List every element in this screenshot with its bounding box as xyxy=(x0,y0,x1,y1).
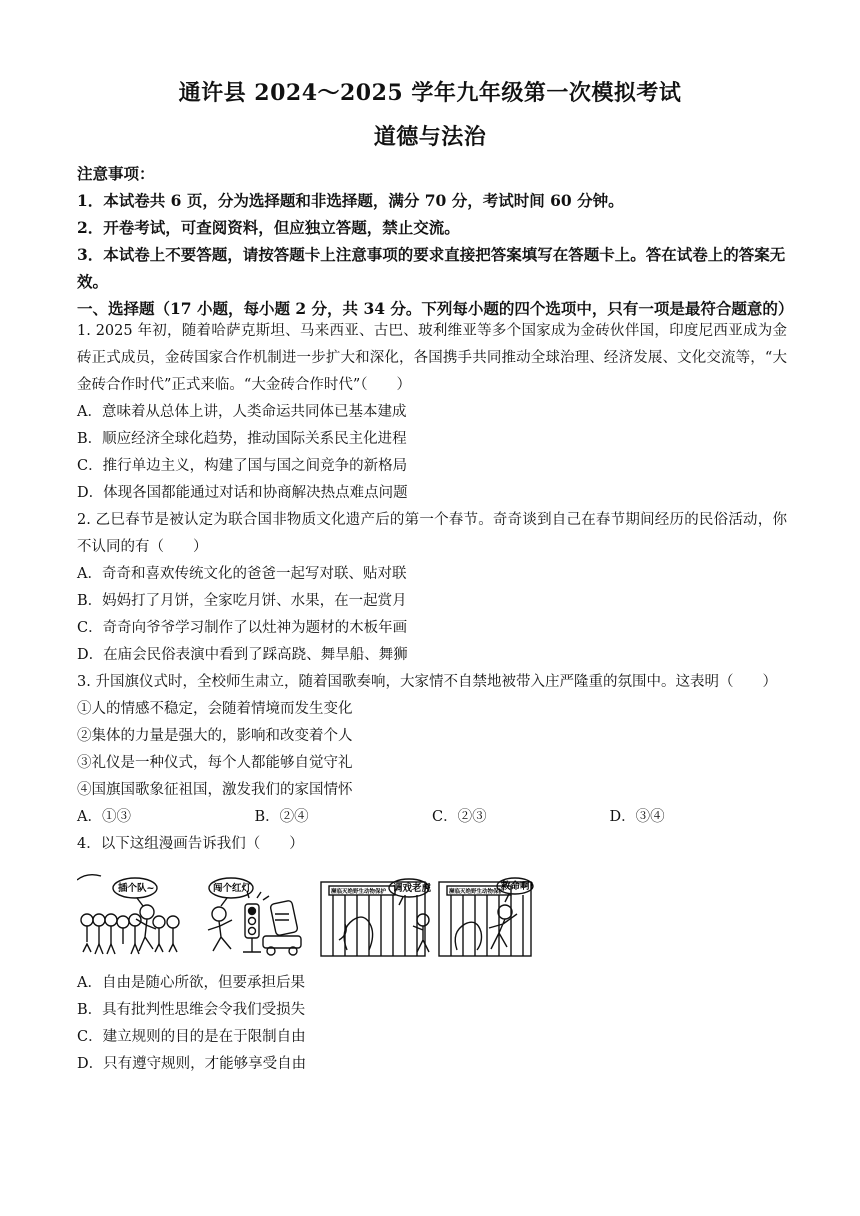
statement: ①人的情感不稳定，会随着情境而发生变化 xyxy=(77,701,353,717)
comic-bubble-text: 调戏老虎 xyxy=(393,883,432,894)
question-stem: 4．以下这组漫画告诉我们（ ） xyxy=(77,836,304,852)
question-3 xyxy=(77,669,787,831)
statement: ④国旗国歌象征祖国，激发我们的家国情怀 xyxy=(77,782,353,798)
option: B．②④ xyxy=(254,809,309,825)
option: D．体现各国都能通过对话和协商解决热点难点问题 xyxy=(77,485,408,501)
comic-sign-text: 濒临灭绝野生动物保护 xyxy=(331,889,387,895)
comic-sign-text: 濒临灭绝野生动物保护 xyxy=(449,889,505,895)
question-stem: 3. 升国旗仪式时，全校师生肃立，随着国歌奏响，大家情不自禁地被带入庄严隆重的氛围中。这表明（ ） xyxy=(77,674,777,690)
question-1 xyxy=(77,318,787,507)
statement: ③礼仪是一种仪式，每个人都能够自觉守礼 xyxy=(77,755,353,771)
question-stem: 1. 2025 年初，随着哈萨克斯坦、马来西亚、古巴、玻利维亚等多个国家成为金砖伙伴国，印度尼西亚成为金砖正式成员，金砖国家合作机制进一步扩大和深化，各国携手共同推动全球治理、经济发展、文化交流等，“大金砖合作时代”正式来临。“大金砖合作时代”（ ） xyxy=(77,323,787,393)
option: C．奇奇向爷爷学习制作了以灶神为题材的木板年画 xyxy=(77,620,408,636)
notes-section xyxy=(77,160,794,322)
option: B．妈妈打了月饼，全家吃月饼、水果，在一起赏月 xyxy=(77,593,407,609)
comic-bubble-text: 闯个红灯 xyxy=(213,883,252,894)
note-item: 3．本试卷上不要答题，请按答题卡上注意事项的要求直接把答案填写在答题卡上。答在试卷上的答案无效。 xyxy=(77,245,786,291)
option: D．③④ xyxy=(609,809,665,825)
section-heading: 一、选择题（17 小题，每小题 2 分，共 34 分。下列每小题的四个选项中，只有一项是最符合题意的） xyxy=(77,299,794,318)
option: C．推行单边主义，构建了国与国之间竞争的新格局 xyxy=(77,458,408,474)
comic-illustration xyxy=(77,870,537,962)
notes-heading: 注意事项： xyxy=(77,164,155,183)
option: A．奇奇和喜欢传统文化的爸爸一起写对联、贴对联 xyxy=(77,566,407,582)
questions xyxy=(77,318,787,1078)
exam-title: 通许县 2024～2025 学年九年级第一次模拟考试 xyxy=(178,80,682,106)
comic-bubble-text: 插个队~ xyxy=(118,883,155,894)
option: D．在庙会民俗表演中看到了踩高跷、舞旱船、舞狮 xyxy=(77,647,408,663)
subject-title: 道德与法治 xyxy=(373,124,487,150)
question-4 xyxy=(77,831,787,1078)
option: A．意味着从总体上讲，人类命运共同体已基本建成 xyxy=(77,404,407,420)
option: D．只有遵守规则，才能够享受自由 xyxy=(77,1056,307,1072)
option: B．具有批判性思维会令我们受损失 xyxy=(77,1002,306,1018)
option: B．顺应经济全球化趋势，推动国际关系民主化进程 xyxy=(77,431,407,447)
option: C．建立规则的目的是在于限制自由 xyxy=(77,1029,306,1045)
note-item: 2．开卷考试，可查阅资料，但应独立答题，禁止交流。 xyxy=(77,218,460,237)
options-row xyxy=(77,804,787,831)
option: A．①③ xyxy=(77,809,131,825)
question-2 xyxy=(77,507,787,669)
comic-strip xyxy=(77,870,537,962)
question-stem: 2. 乙巳春节是被认定为联合国非物质文化遗产后的第一个春节。奇奇谈到自己在春节期间经历的民俗活动，你不认同的有（ ） xyxy=(77,512,787,555)
statement: ②集体的力量是强大的，影响和改变着个人 xyxy=(77,728,353,744)
note-item: 1．本试卷共 6 页，分为选择题和非选择题，满分 70 分，考试时间 60 分钟。 xyxy=(77,191,624,210)
option: A．自由是随心所欲，但要承担后果 xyxy=(77,975,305,991)
comic-bubble-text: 救命啊! xyxy=(501,881,534,892)
option: C．②③ xyxy=(432,809,487,825)
